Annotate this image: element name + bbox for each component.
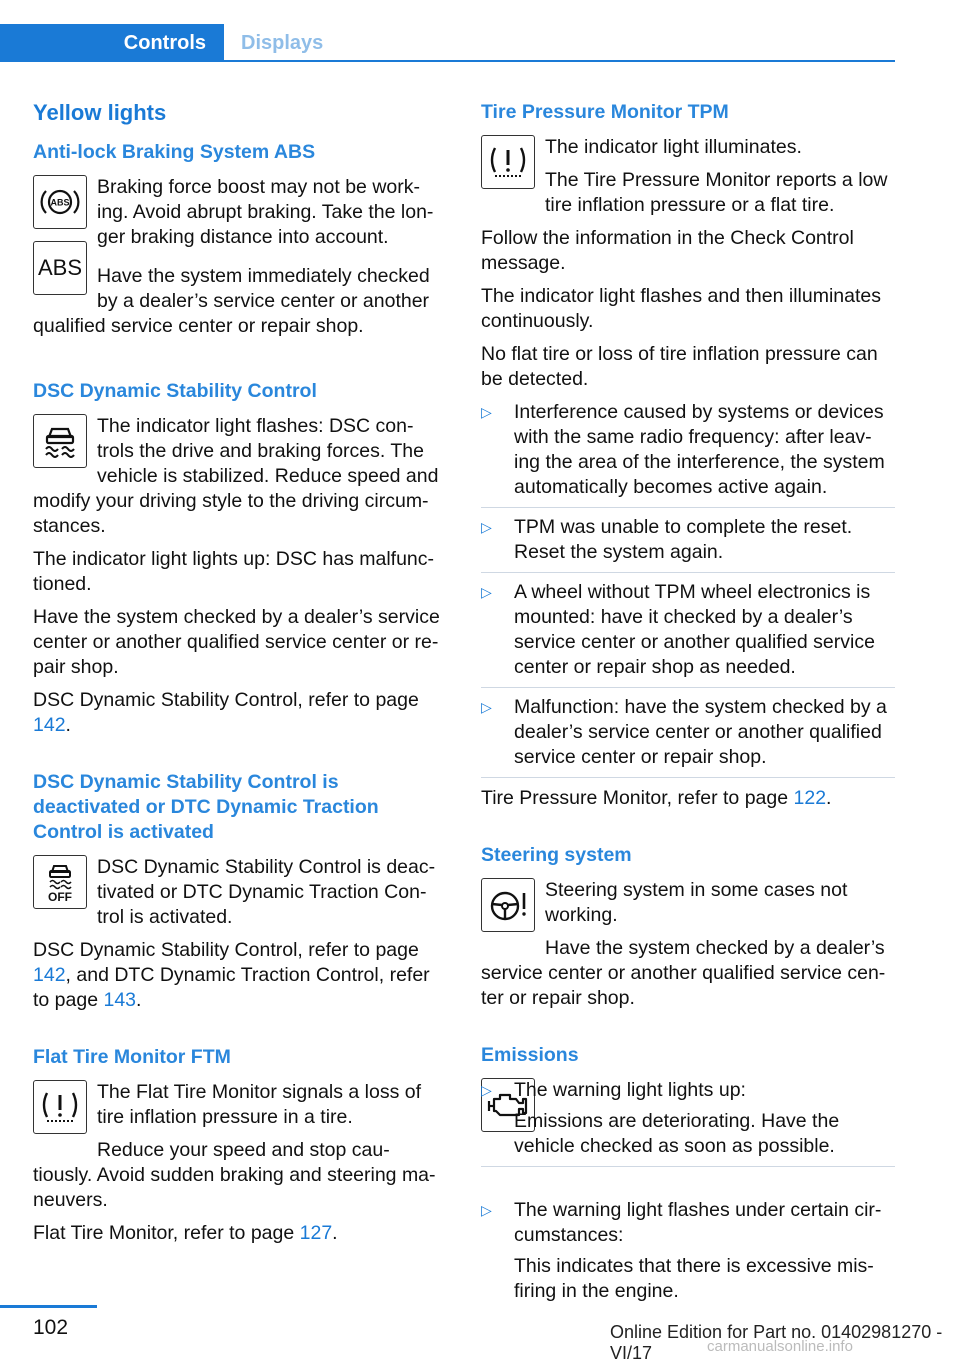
list-item: ▷ Interference caused by systems or devices with the same radio frequency: after leav-ing the area of the interference, the system automatically becomes active again. [481,400,895,508]
page-link-127[interactable]: 127 [299,1222,333,1244]
page-number: 102 [33,1316,69,1339]
footer-rule [0,1305,97,1308]
section-title-emissions: Emissions [481,1044,579,1066]
section-title-dtc: DSC Dynamic Stability Control is deactivated or DTC Dynamic Traction Control is activated [33,771,379,843]
page-heading: Yellow lights [33,100,167,125]
dtc-text-1: DSC Dynamic Stability Control is deac-tivated or DTC Dynamic Traction Con-trol is activated. [97,856,436,928]
section-ftm [33,1045,447,1246]
section-title-dsc: DSC Dynamic Stability Control [33,380,317,402]
tpm-reference: Tire Pressure Monitor, refer to page 122. [481,787,832,809]
abs-text-2: Have the system immediately checked by a dealer’s service center or another qualified service center or repair shop. [33,265,430,337]
tpm-text-3: Follow the information in the Check Control message. [481,227,854,274]
tab-bar [0,24,895,62]
watermark: carmanualsonline.info [707,1338,853,1355]
list-item: ▷ The warning light lights up: Emissions are deteriorating. Have the vehicle checked as soon as possible. [481,1078,895,1167]
abs-icon-label: ABS [37,255,83,280]
dtc-icon-wrap [33,855,87,909]
abs-icons [33,175,87,295]
ftm-reference: Flat Tire Monitor, refer to page 127. [33,1222,338,1244]
section-title-abs: Anti-lock Braking System ABS [33,141,316,163]
tab-displays[interactable]: Displays [241,31,324,54]
page-link-122[interactable]: 122 [793,787,827,809]
emissions-sub-1: Emissions are deteriorating. Have the vehicle checked as soon as possible. [514,1110,840,1157]
emissions-block [481,1078,895,1198]
section-title-ftm: Flat Tire Monitor FTM [33,1046,231,1068]
steering-text-2: Have the system checked by a dealer’s service center or another qualified service cen-ter or repair shop. [481,937,886,1009]
dtc-reference: DSC Dynamic Stability Control, refer to page 142, and DTC Dynamic Traction Control, refer to page 143. [33,939,430,1011]
steering-wheel-warning-icon [481,878,535,932]
section-tpm [481,100,895,811]
tab-controls[interactable]: Controls [0,24,224,62]
list-item: ▷ Malfunction: have the system checked by a dealer’s service center or another qualified service center or repair shop. [481,695,895,778]
page-link-142[interactable]: 142 [33,714,66,736]
section-dtc [33,770,447,1013]
steering-icon-wrap [481,878,535,932]
abs-circle-icon [33,175,87,229]
section-emissions [481,1043,895,1311]
section-abs [33,140,447,347]
emissions-sub-2: This indicates that there is excessive mis-firing in the engine. [514,1255,874,1302]
dsc-skid-car-icon [33,414,87,468]
abs-text-1: Braking force boost may not be work-ing. Avoid abrupt braking. Take the lon-ger braking distance into account. [97,176,434,248]
abs-text-icon [33,241,87,295]
list-item: ▷ TPM was unable to complete the reset. Reset the system again. [481,515,895,573]
tpm-text-2: The Tire Pressure Monitor reports a low tire inflation pressure or a flat tire. [545,169,888,216]
list-item: ▷ A wheel without TPM wheel electronics is mounted: have it checked by a dealer’s service center or another qualified service center or repair shop as needed. [481,580,895,688]
section-steering [481,843,895,1011]
bullet-triangle-icon: ▷ [481,699,492,715]
tpm-icon-wrap [481,135,535,189]
emissions-list-2 [481,1198,895,1311]
bullet-triangle-icon: ▷ [481,1202,492,1218]
page-link-143[interactable]: 143 [103,989,137,1011]
tpm-text-5: No flat tire or loss of tire inflation pressure can be detected. [481,343,878,390]
dsc-text-3: Have the system checked by a dealer’s service center or another qualified service center or re-pair shop. [33,606,440,678]
bullet-triangle-icon: ▷ [481,1082,492,1098]
edition-text: Online Edition for Part no. 01402981270 - VI/17 [610,1322,943,1363]
section-title-tpm: Tire Pressure Monitor TPM [481,101,729,123]
right-column [481,100,895,1343]
page-link-142b[interactable]: 142 [33,964,66,986]
steering-text-1: Steering system in some cases not working. [545,879,848,926]
tpm-text-4: The indicator light flashes and then illuminates continuously. [481,285,881,332]
off-icon-label: OFF [48,890,72,904]
section-title-steering: Steering system [481,844,632,866]
tire-pressure-warning-icon [33,1080,87,1134]
dsc-icon-wrap [33,414,87,468]
dsc-text-1: The indicator light flashes: DSC con-trols the drive and braking forces. The vehicle is stabilized. Reduce speed and modify your driving style to the driving circum-stances. [33,415,439,537]
emissions-list-1 [481,1078,895,1167]
dsc-off-icon [33,855,87,909]
tpm-bullet-list [481,400,895,778]
bullet-triangle-icon: ▷ [481,519,492,535]
list-item: ▷ The warning light flashes under certain cir-cumstances: This indicates that there is excessive mis-firing in the engine. [481,1198,895,1311]
ftm-text-1: The Flat Tire Monitor signals a loss of tire inflation pressure in a tire. [97,1081,422,1128]
tab-bar-rule [0,60,895,62]
bullet-triangle-icon: ▷ [481,584,492,600]
dsc-text-2: The indicator light lights up: DSC has malfunc-tioned. [33,548,435,595]
ftm-icon-wrap [33,1080,87,1134]
tpm-warning-icon [481,135,535,189]
bullet-triangle-icon: ▷ [481,404,492,420]
left-column [33,100,447,1278]
section-dsc [33,379,447,738]
ftm-text-2: Reduce your speed and stop cau-tiously. Avoid sudden braking and steering ma-neuvers. [33,1139,436,1211]
svg-text:ABS: ABS [50,197,70,208]
tpm-text-1: The indicator light illuminates. [545,136,802,158]
dsc-reference: DSC Dynamic Stability Control, refer to page 142. [33,689,419,736]
